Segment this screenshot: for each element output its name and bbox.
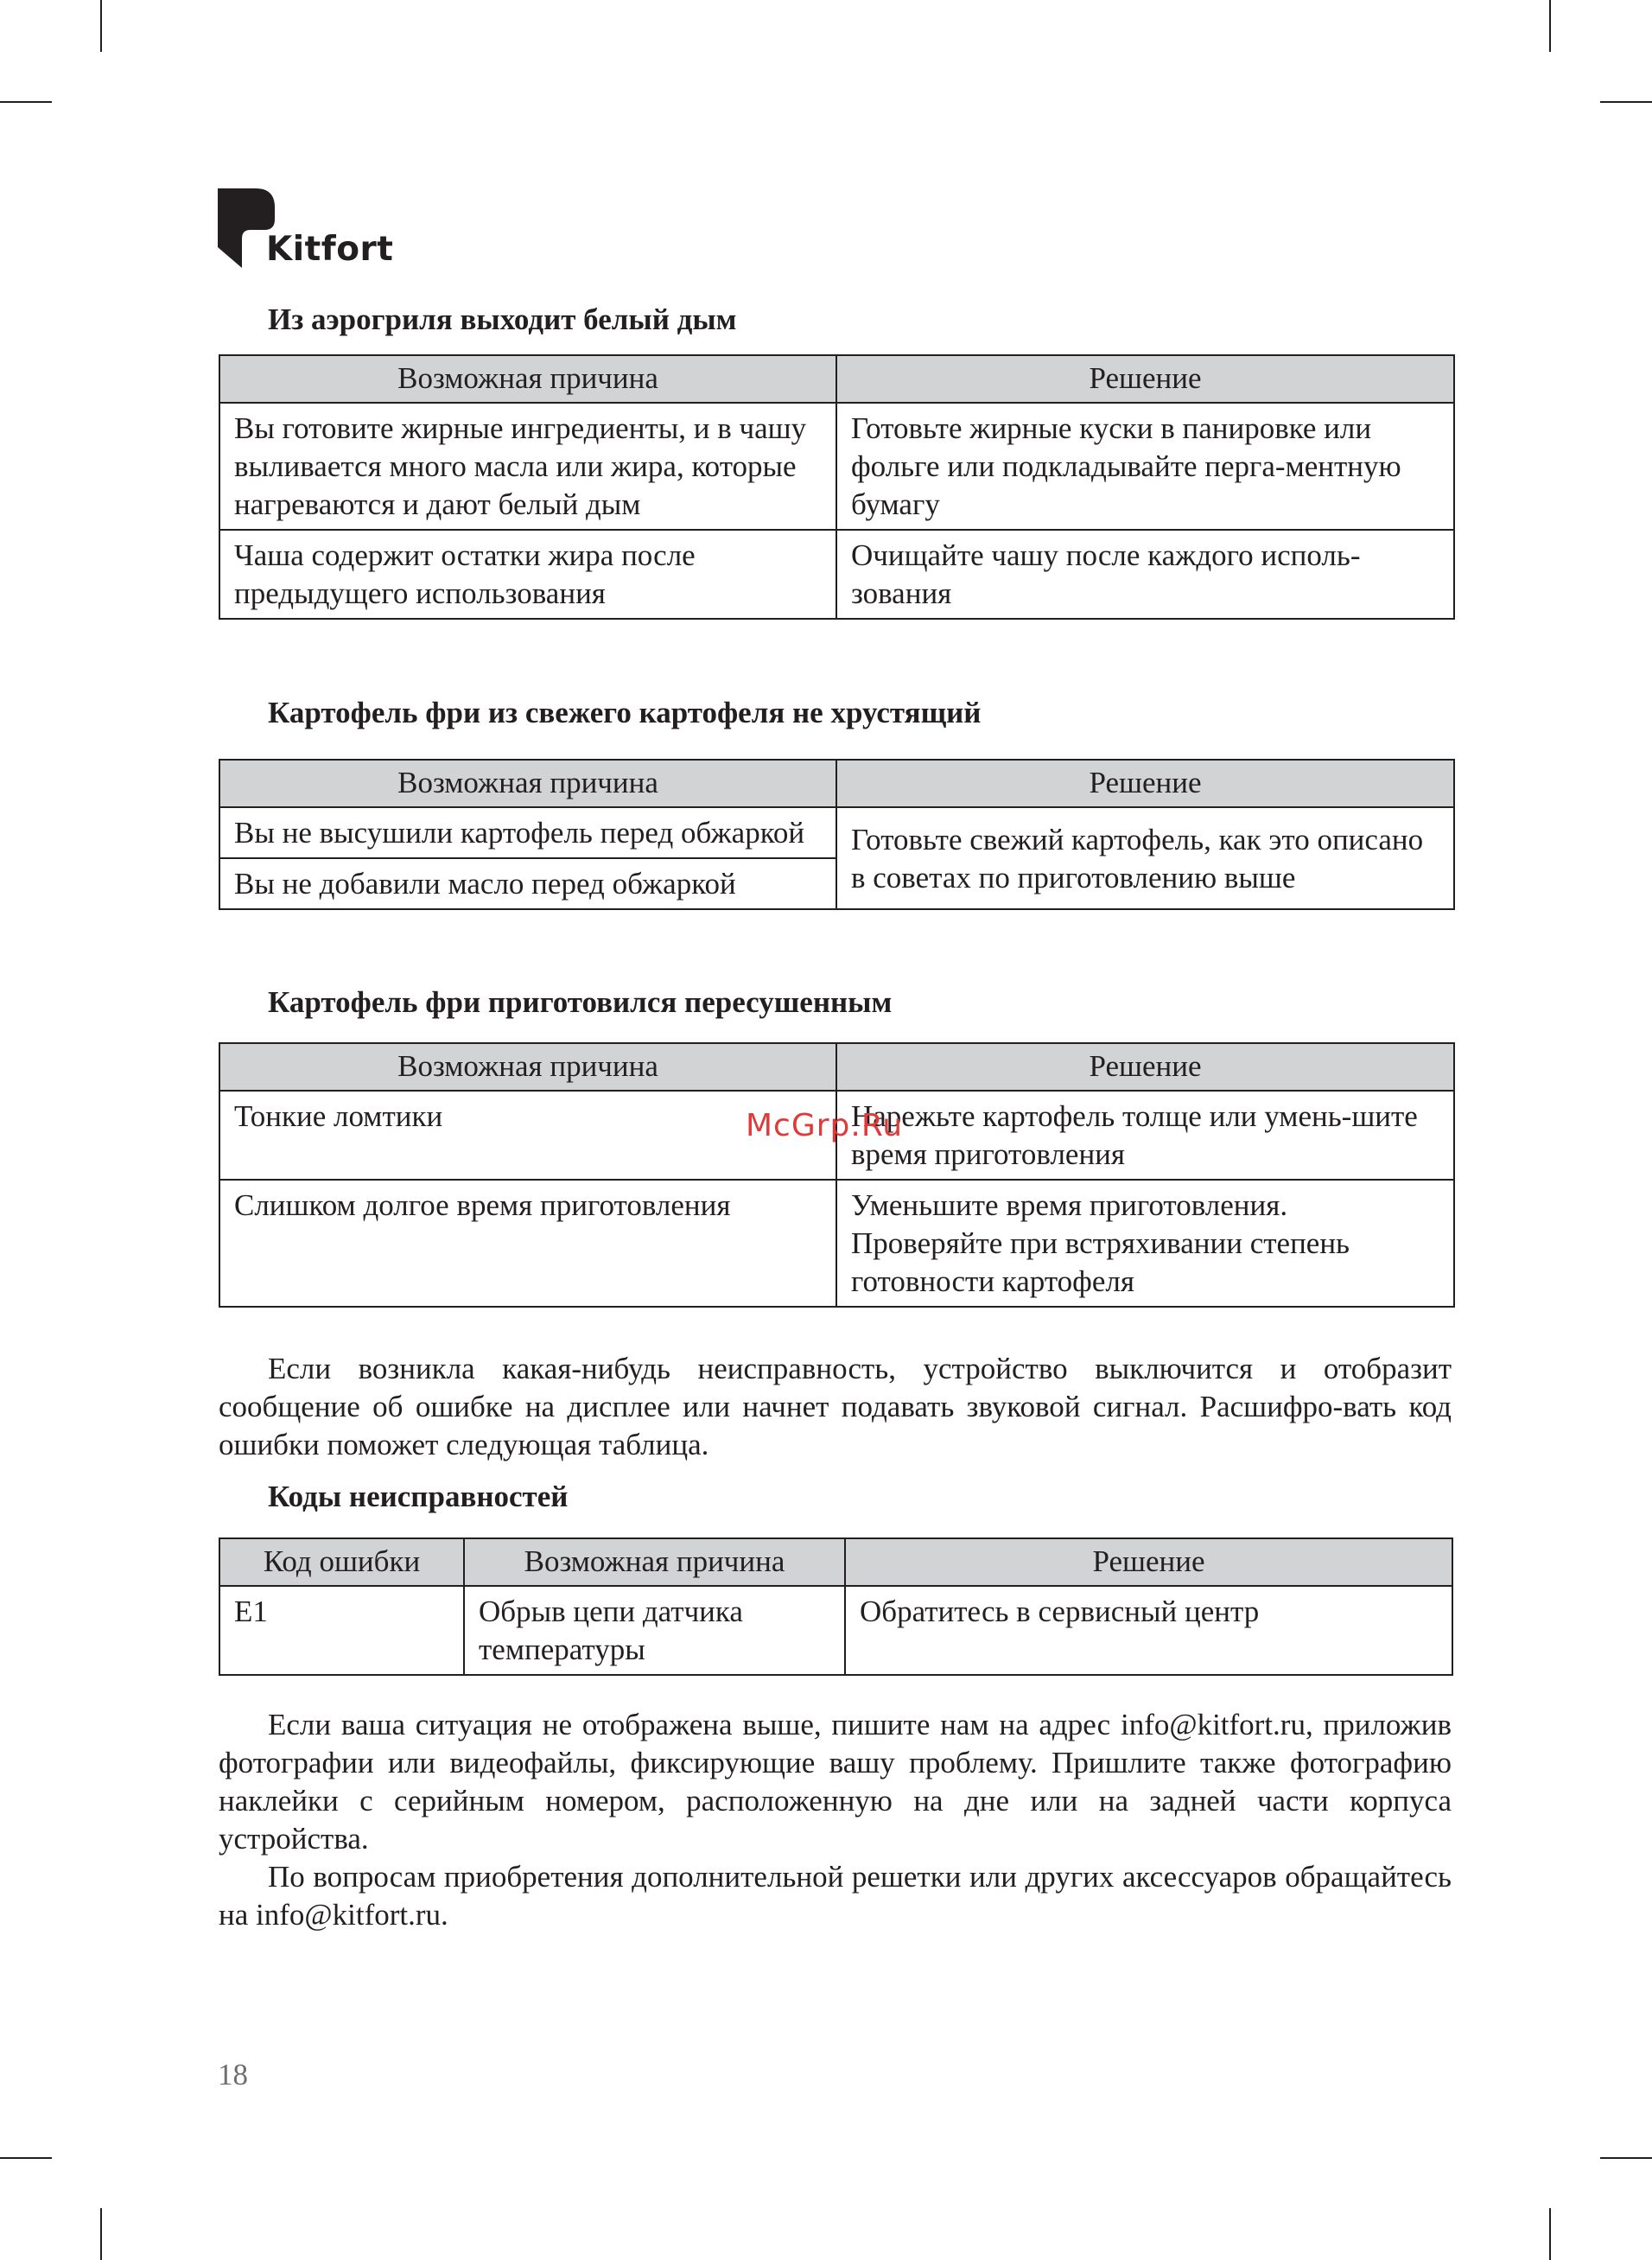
section-heading-error-codes: Коды неисправностей <box>268 1480 569 1513</box>
column-header-cause: Возможная причина <box>219 760 836 807</box>
solution-cell: Нарежьте картофель толще или умень-шите время приготовления <box>836 1091 1454 1180</box>
error-codes-table <box>219 1537 1453 1676</box>
table-row <box>219 807 1454 858</box>
section-heading-fries-overdried: Картофель фри приготовился пересушенным <box>268 985 893 1019</box>
column-header-solution: Решение <box>836 760 1454 807</box>
cause-cell: Вы не высушили картофель перед обжаркой <box>219 807 836 858</box>
cause-cell: Вы готовите жирные ингредиенты, и в чашу выливается много масла или жира, которые нагреваются и дают белый дым <box>219 403 836 530</box>
troubleshooting-table-fries-overdried <box>219 1042 1455 1308</box>
column-header-cause: Возможная причина <box>219 1043 836 1091</box>
contact-paragraph: Если ваша ситуация не отображена выше, пишите нам на адрес info@kitfort.ru, приложив фотографии или видеофайлы, фиксирующие вашу проблему. Пришлите также фотографию наклейки с серийным номером, расположенную на дне или на задней части корпуса устройства. <box>219 1708 1452 1856</box>
table-row <box>219 530 1454 619</box>
table-row <box>219 403 1454 530</box>
crop-mark <box>0 2157 52 2159</box>
solution-cell: Обратитесь в сервисный центр <box>845 1586 1452 1675</box>
crop-mark <box>0 101 52 103</box>
page-number: 18 <box>218 2058 248 2091</box>
cause-cell: Обрыв цепи датчика температуры <box>464 1586 845 1675</box>
accessories-paragraph: По вопросам приобретения дополнительной решетки или других аксессуаров обращайтесь на info@kitfort.ru. <box>219 1860 1452 1932</box>
cause-cell: Вы не добавили масло перед обжаркой <box>219 858 836 909</box>
crop-mark <box>1600 2157 1652 2159</box>
cause-cell: Чаша содержит остатки жира после предыдущего использования <box>219 530 836 619</box>
troubleshooting-table-white-smoke <box>219 354 1455 620</box>
section-heading-white-smoke: Из аэрогриля выходит белый дым <box>268 302 737 336</box>
section-heading-fries-not-crispy: Картофель фри из свежего картофеля не хрустящий <box>268 696 982 729</box>
solution-cell: Очищайте чашу после каждого исполь-зования <box>836 530 1454 619</box>
crop-mark <box>1600 101 1652 103</box>
column-header-cause: Возможная причина <box>464 1538 845 1586</box>
column-header-solution: Решение <box>836 1043 1454 1091</box>
brand-name: Kitfort <box>266 230 394 269</box>
troubleshooting-table-fries-not-crispy <box>219 759 1455 910</box>
cause-cell: Тонкие ломтики <box>219 1091 836 1180</box>
column-header-solution: Решение <box>845 1538 1452 1586</box>
solution-cell: Уменьшите время приготовления. Проверяйте при встряхивании степень готовности картофеля <box>836 1180 1454 1307</box>
column-header-cause: Возможная причина <box>219 355 836 403</box>
table-row <box>219 1180 1454 1307</box>
column-header-solution: Решение <box>836 355 1454 403</box>
column-header-code: Код ошибки <box>219 1538 464 1586</box>
crop-mark <box>1549 0 1551 52</box>
crop-mark <box>1549 2208 1551 2260</box>
error-code-cell: E1 <box>219 1586 464 1675</box>
crop-mark <box>100 2208 102 2260</box>
crop-mark <box>100 0 102 52</box>
merged-solution-cell: Готовьте свежий картофель, как это описано в советах по приготовлению выше <box>836 807 1454 909</box>
watermark-text: McGrp.Ru <box>746 1108 904 1143</box>
error-intro-paragraph: Если возникла какая-нибудь неисправность, устройство выключится и отобразит сообщение об ошибке на дисплее или начнет подавать звуковой сигнал. Расшифро-вать код ошибки поможет следующая таблица. <box>219 1352 1452 1461</box>
table-row <box>219 1586 1452 1675</box>
solution-cell: Готовьте жирные куски в панировке или фольге или подкладывайте перга-ментную бумагу <box>836 403 1454 530</box>
cause-cell: Слишком долгое время приготовления <box>219 1180 836 1307</box>
